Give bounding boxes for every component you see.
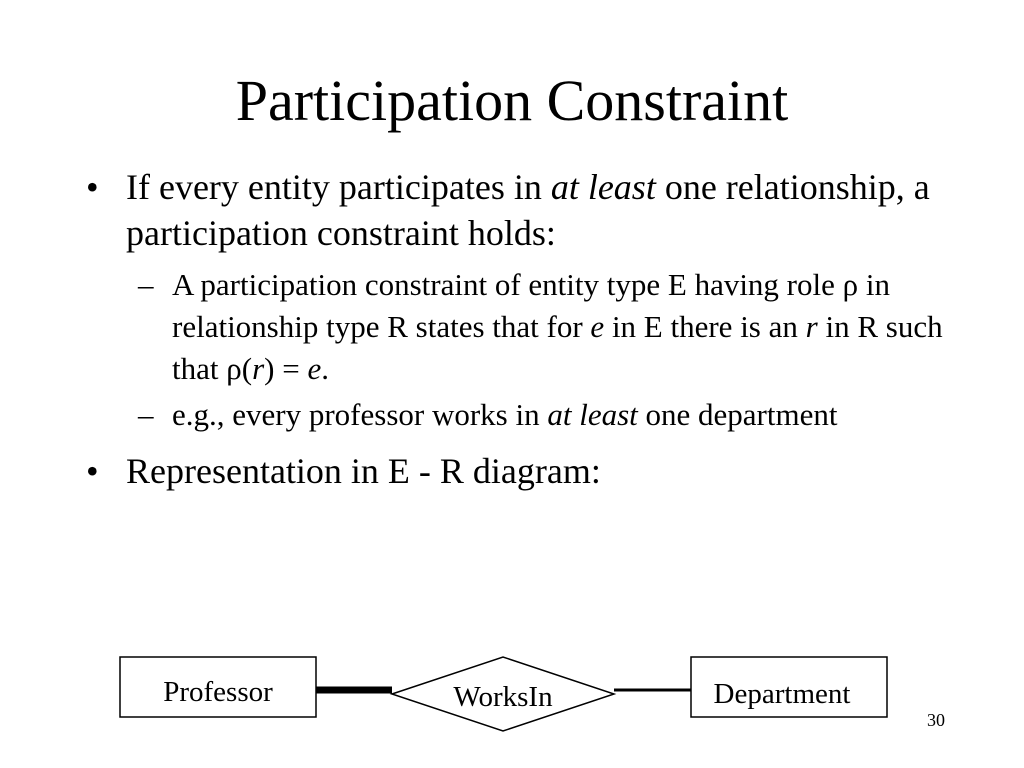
sub-bullet-text: in R such that xyxy=(172,309,943,386)
slide-title: Participation Constraint xyxy=(235,68,789,133)
bullet-text: If every entity participates in xyxy=(126,167,551,207)
bullet-marker: • xyxy=(86,451,99,491)
dash-marker: – xyxy=(138,397,154,432)
sub-bullet-text: ) = xyxy=(264,351,308,386)
bullet-text: Representation in E - R diagram: xyxy=(126,451,601,491)
worksin-relationship-label: WorksIn xyxy=(453,681,553,713)
variable-e: e xyxy=(590,309,605,344)
sub-bullet-text: in relationship type R states that for xyxy=(172,267,890,344)
sub-bullet-text: e.g., every professor works in xyxy=(172,397,548,432)
rho-symbol: ρ xyxy=(842,267,859,302)
dash-marker: – xyxy=(138,267,154,302)
rho-symbol: ρ xyxy=(226,351,242,386)
department-entity-label: Department xyxy=(713,678,851,710)
variable-e: e xyxy=(307,351,322,386)
sub-bullet-text: . xyxy=(321,351,329,386)
emphasis-at-least: at least xyxy=(547,397,638,432)
variable-r: r xyxy=(805,309,818,344)
emphasis-at-least: at least xyxy=(550,167,656,207)
sub-bullet-text: A participation constraint of entity type E having role xyxy=(172,267,843,302)
bullet-marker: • xyxy=(86,167,99,207)
sub-bullet-text: in E there is an xyxy=(604,309,806,344)
paren-open: ( xyxy=(241,351,253,386)
bullet-text: one relationship, a participation constraint holds: xyxy=(126,167,930,253)
variable-r: r xyxy=(252,351,265,386)
page-number: 30 xyxy=(927,710,945,730)
sub-bullet-text: one department xyxy=(637,397,838,432)
professor-entity-label: Professor xyxy=(163,676,273,708)
